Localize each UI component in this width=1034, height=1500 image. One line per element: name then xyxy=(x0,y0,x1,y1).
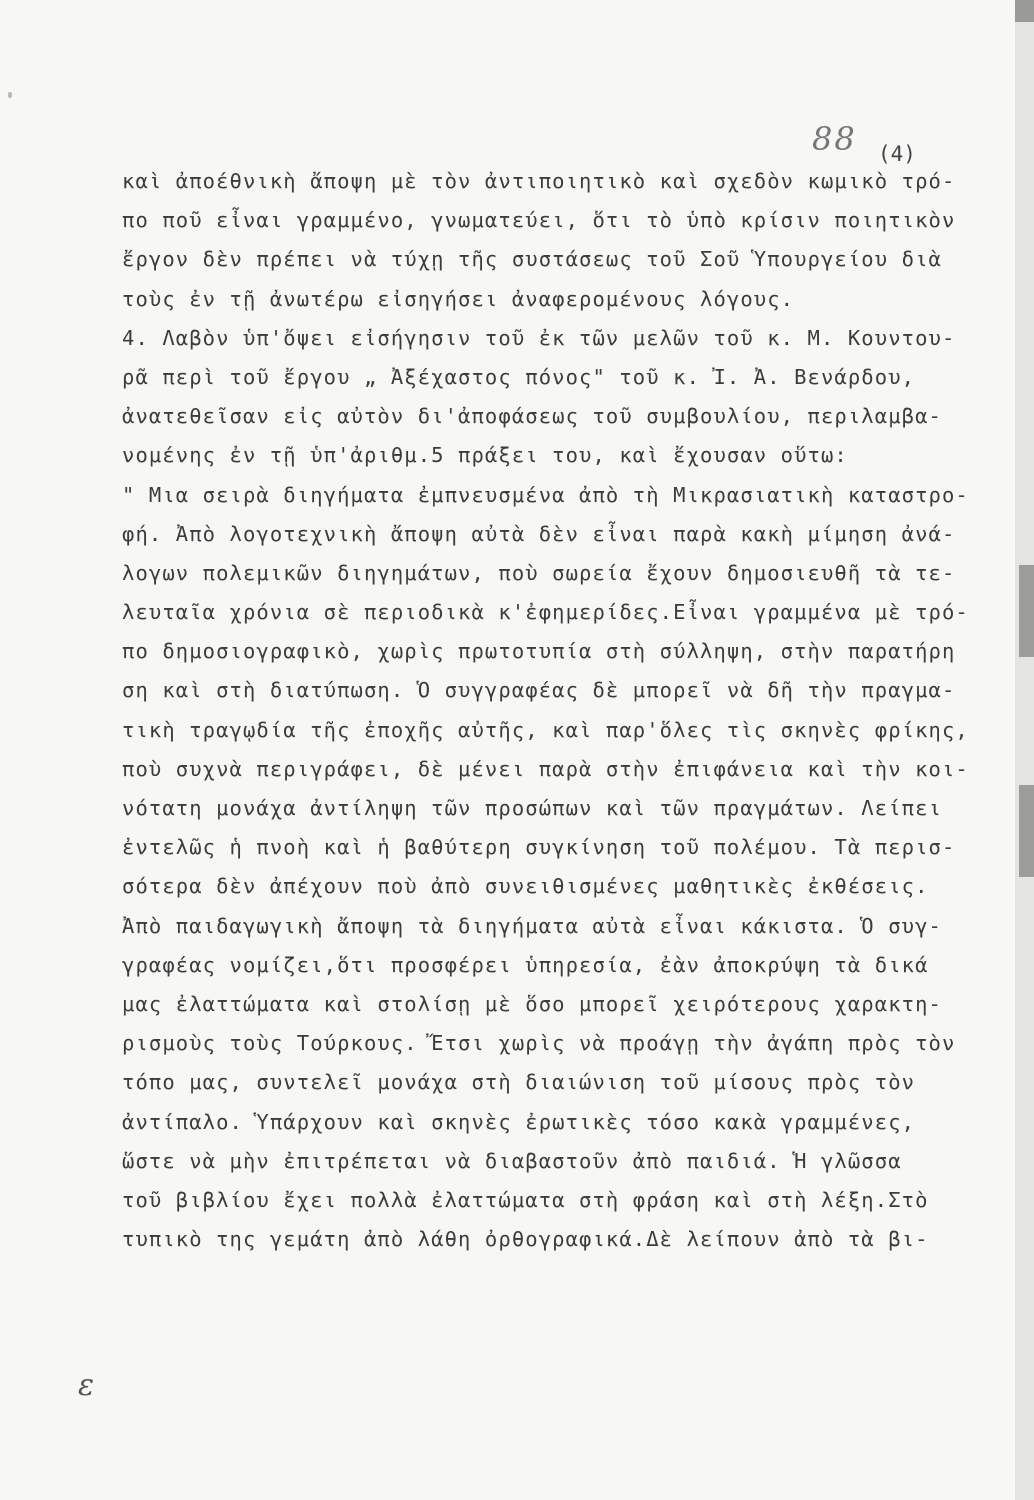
typed-page-number: (4) xyxy=(878,142,916,166)
scan-edge-tab xyxy=(1019,565,1034,657)
text-line: 4. Λαβὸν ὑπ'ὄψει εἰσήγησιν τοῦ ἐκ τῶν μελῶν τοῦ κ. Μ. Κουντου- xyxy=(122,325,956,350)
text-line: γραφέας νομίζει,ὅτι προσφέρει ὑπηρεσία, ἐὰν ἀποκρύψη τὰ δικά xyxy=(122,952,929,977)
text-line: ποὺ συχνὰ περιγράφει, δὲ μένει παρὰ στὴν ἐπιφάνεια καὶ τὴν κοι- xyxy=(122,756,969,781)
text-line: νότατη μονάχα ἀντίληψη τῶν προσώπων καὶ τῶν πραγμάτων. Λείπει xyxy=(122,796,942,820)
text-line: Ἀπὸ παιδαγωγικὴ ἄποψη τὰ διηγήματα αὐτὰ εἶναι κάκιστα. Ὁ συγ- xyxy=(122,913,942,938)
text-line: ἀντίπαλο. Ὑπάρχουν καὶ σκηνὲς ἐρωτικὲς τόσο κακὰ γραμμένες, xyxy=(122,1109,916,1134)
scan-edge-top xyxy=(1015,0,1034,22)
text-line: σότερα δὲν ἀπέχουν ποὺ ἀπὸ συνειθισμένες μαθητικὲς ἐκθέσεις. xyxy=(122,874,929,899)
typed-body-text xyxy=(122,162,1002,1259)
handwritten-page-number: 88 xyxy=(812,120,857,158)
text-line: ρισμοὺς τοὺς Τούρκους. Ἔτσι χωρὶς νὰ προάγῃ τὴν ἀγάπη πρὸς τὸν xyxy=(122,1031,956,1056)
text-line: ἐντελῶς ἡ πνοὴ καὶ ἡ βαθύτερη συγκίνηση τοῦ πολέμου. Τὰ περισ- xyxy=(122,835,956,860)
text-line: πο ποῦ εἶναι γραμμένο, γνωματεύει, ὅτι τὸ ὑπὸ κρίσιν ποιητικὸν xyxy=(122,208,956,233)
text-line: ἔργον δὲν πρέπει νὰ τύχῃ τῆς συστάσεως τοῦ Σοῦ Ὑπουργείου διὰ xyxy=(122,247,942,272)
scan-edge-tab xyxy=(1019,785,1034,877)
text-line: τοὺς ἐν τῇ ἀνωτέρω εἰσηγήσει ἀναφερομένους λόγους. xyxy=(122,286,795,311)
text-line: μας ἐλαττώματα καὶ στολίσῃ μὲ ὅσο μπορεῖ χειρότερους χαρακτη- xyxy=(122,991,942,1016)
scan-smudge xyxy=(8,92,12,98)
text-line: τόπο μας, συντελεῖ μονάχα στὴ διαιώνιση τοῦ μίσους πρὸς τὸν xyxy=(122,1070,916,1095)
text-line: καὶ ἀποέθνικὴ ἄποψη μὲ τὸν ἀντιποιητικὸ καὶ σχεδὸν κωμικὸ τρό- xyxy=(122,169,956,193)
text-line: τικὴ τραγῳδία τῆς ἐποχῆς αὐτῆς, καὶ παρ'ὅλες τὶς σκηνὲς φρίκης, xyxy=(122,717,969,742)
text-line: τοῦ βιβλίου ἔχει πολλὰ ἐλαττώματα στὴ φράση καὶ στὴ λέξη.Στὸ xyxy=(122,1187,929,1212)
text-line: τυπικὸ της γεμάτη ἀπὸ λάθη ὀρθογραφικά.Δὲ λείπουν ἀπὸ τὰ βι- xyxy=(122,1227,929,1252)
text-line: ση καὶ στὴ διατύπωση. Ὁ συγγραφέας δὲ μπορεῖ νὰ δῆ τὴν πραγμα- xyxy=(122,678,956,703)
text-line: ἀνατεθεῖσαν εἰς αὐτὸν δι'ἀποφάσεως τοῦ συμβουλίου, περιλαμβα- xyxy=(122,404,942,429)
scan-right-edge xyxy=(1015,0,1034,1500)
text-line: φή. Ἀπὸ λογοτεχνικὴ ἄποψη αὐτὰ δὲν εἶναι παρὰ κακὴ μίμηση ἀνά- xyxy=(122,521,956,546)
text-line: ὥστε νὰ μὴν ἐπιτρέπεται νὰ διαβαστοῦν ἀπὸ παιδιά. Ἡ γλῶσσα xyxy=(122,1148,902,1173)
text-line: λογων πολεμικῶν διηγημάτων, ποὺ σωρεία ἔχουν δημοσιευθῆ τὰ τε- xyxy=(122,560,956,585)
text-line: πο δημοσιογραφικὸ, χωρὶς πρωτοτυπία στὴ σύλληψη, στὴν παρατήρη xyxy=(122,639,956,664)
text-line: νομένης ἐν τῇ ὑπ'ἀριθμ.5 πράξει του, καὶ ἔχουσαν οὕτω: xyxy=(122,443,848,468)
margin-handwritten-mark: ε xyxy=(78,1368,95,1403)
text-line: " Μια σειρὰ διηγήματα ἐμπνευσμένα ἀπὸ τὴ Μικρασιατικὴ καταστρο- xyxy=(122,482,969,507)
text-line: ρᾶ περὶ τοῦ ἔργου „ Ἀξέχαστος πόνος" τοῦ κ. Ἰ. Ἀ. Βενάρδου, xyxy=(122,364,916,389)
text-line: λευταῖα χρόνια σὲ περιοδικὰ κ'ἐφημερίδες.Εἶναι γραμμένα μὲ τρό- xyxy=(122,600,969,625)
